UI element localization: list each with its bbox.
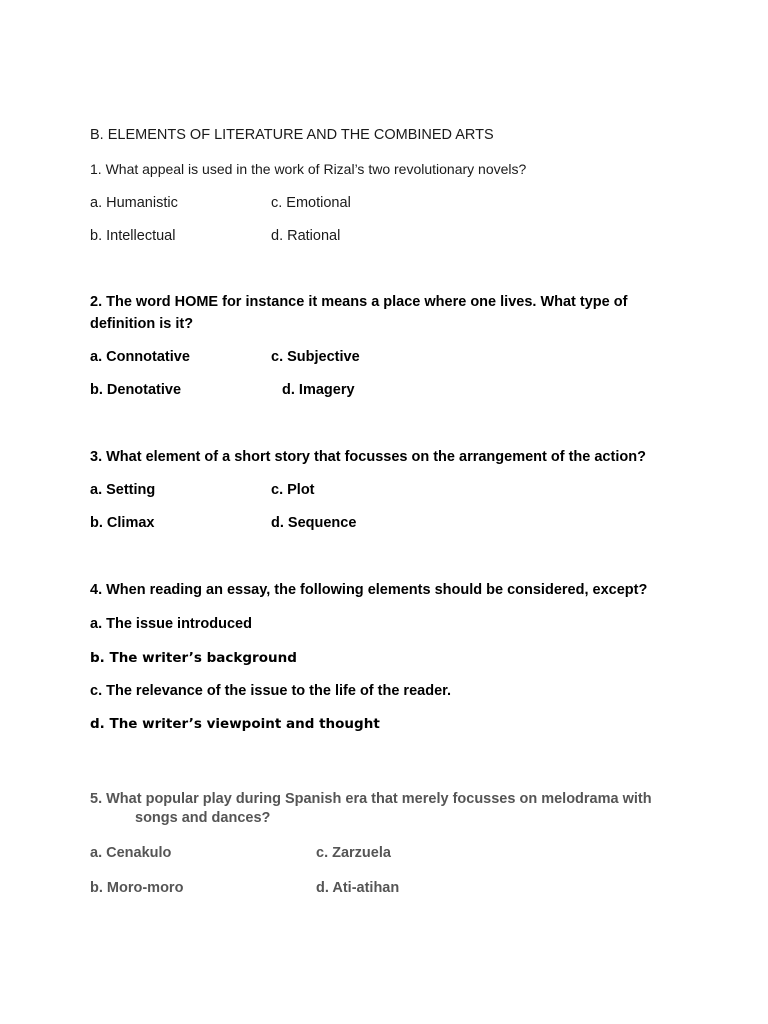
q5-option-b: b. Moro-moro	[90, 880, 184, 896]
question-5-line-1: 5. What popular play during Spanish era that merely focusses on melodrama with	[90, 791, 652, 807]
q2-option-c: c. Subjective	[271, 349, 360, 365]
q5-option-a: a. Cenakulo	[90, 845, 172, 861]
question-2: 2. The word HOME for instance it means a place where one lives. What type of definition is it?	[90, 294, 628, 332]
q3-option-d: d. Sequence	[271, 515, 357, 531]
q2-option-b: b. Denotative	[90, 382, 182, 398]
q1-option-a: a. Humanistic	[90, 195, 178, 211]
q4-option-d: d. The writer’s viewpoint and thought	[90, 716, 380, 732]
q4-option-b: b. The writer’s background	[90, 650, 297, 666]
question-1: 1. What appeal is used in the work of Rizal’s two revolutionary novels?	[90, 161, 527, 177]
question-3: 3. What element of a short story that focusses on the arrangement of the action?	[90, 449, 646, 465]
q2-option-d: d. Imagery	[282, 382, 355, 398]
q5-option-c: c. Zarzuela	[316, 845, 391, 861]
q1-option-c: c. Emotional	[271, 195, 351, 211]
q4-option-a: a. The issue introduced	[90, 616, 252, 632]
q1-option-b: b. Intellectual	[90, 228, 176, 244]
q4-option-c: c. The relevance of the issue to the life of the reader.	[90, 683, 451, 699]
q1-option-d: d. Rational	[271, 228, 341, 244]
question-5-line-2: songs and dances?	[135, 810, 271, 826]
section-title: B. ELEMENTS OF LITERATURE AND THE COMBINED ARTS	[90, 127, 494, 143]
q3-option-c: c. Plot	[271, 482, 315, 498]
q3-option-a: a. Setting	[90, 482, 156, 498]
q2-option-a: a. Connotative	[90, 349, 190, 365]
q3-option-b: b. Climax	[90, 515, 155, 531]
question-4: 4. When reading an essay, the following elements should be considered, except?	[90, 582, 648, 598]
q5-option-d: d. Ati-atihan	[316, 880, 400, 896]
